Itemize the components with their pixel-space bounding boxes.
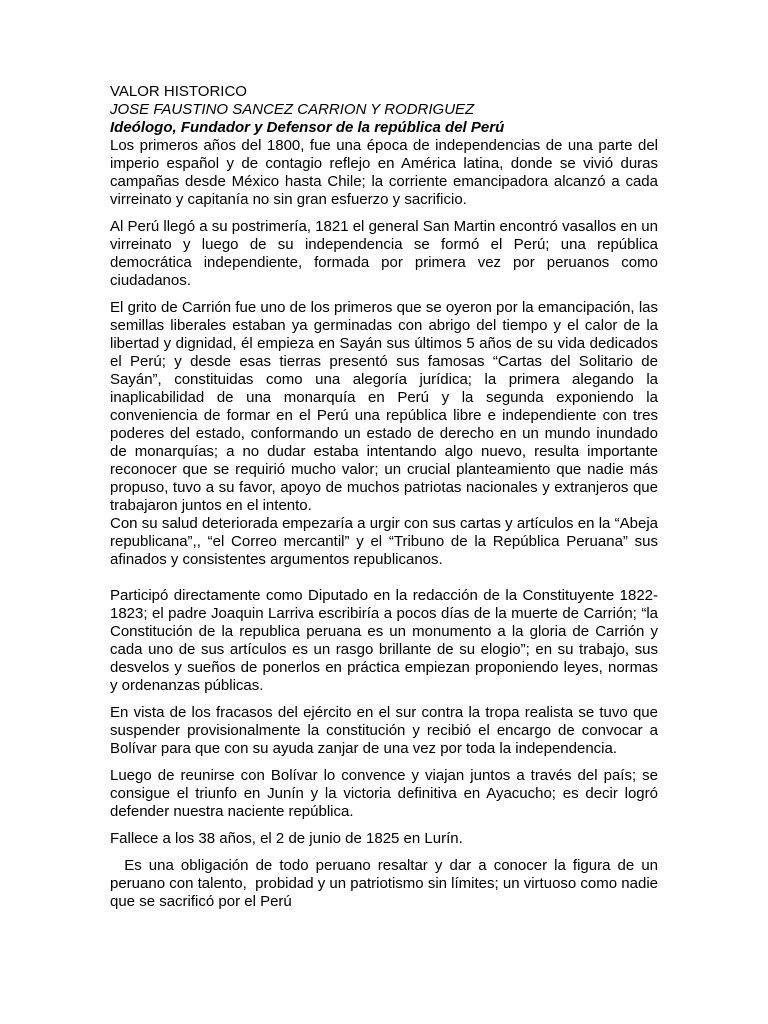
document-subtitle: Ideólogo, Fundador y Defensor de la república del Perú — [110, 119, 505, 136]
paragraph-2: Al Perú llegó a su postrimería, 1821 el general San Martin encontró vasallos en un virreinato y luego de su independencia se formó el Perú; una república democrática independiente, formada por primera vez por peruanos como ciudadanos. — [110, 218, 658, 289]
document-heading: VALOR HISTORICO — [110, 83, 247, 100]
paragraph-1: Los primeros años del 1800, fue una época de independencias de una parte del imperio español y de contagio reflejo en América latina, donde se vivió duras campañas desde México hasta Chile; la corriente emancipadora alcanzó a cada virreinato y capitanía no sin gran esfuerzo y sacrificio. — [110, 137, 658, 208]
paragraph-9: Es una obligación de todo peruano resaltar y dar a conocer la figura de un peruano con talento, probidad y un patriotismo sin límites; un virtuoso como nadie que se sacrificó por el Perú — [110, 857, 663, 910]
paragraph-6: En vista de los fracasos del ejército en el sur contra la tropa realista se tuvo que suspender provisionalmente la constitución y recibió el encargo de convocar a Bolívar para que con su ayuda zanjar de una vez por toda la independencia. — [110, 704, 658, 757]
paragraph-8: Fallece a los 38 años, el 2 de junio de 1825 en Lurín. — [110, 830, 463, 847]
paragraph-7: Luego de reunirse con Bolívar lo convence y viajan juntos a través del país; se consigue el triunfo en Junín y la victoria definitiva en Ayacucho; es decir logró defender nuestra naciente república. — [110, 767, 658, 820]
paragraph-5: Participó directamente como Diputado en la redacción de la Constituyente 1822-1823; el padre Joaquin Larriva escribiría a pocos días de la muerte de Carrión; “la Constitución de la republica peruana es un monumento a la gloria de Carrión y cada uno de sus artículos es un rasgo brillante de su elogio”; en su trabajo, sus desvelos y sueños de ponerlos en práctica empiezan proponiendo leyes, normas y ordenanzas públicas. — [110, 587, 658, 694]
paragraph-4: Con su salud deteriorada empezaría a urgir con sus cartas y artículos en la “Abeja republicana”,, “el Correo mercantil” y el “Tribuno de la República Peruana” sus afinados y consistentes argumentos republicanos. — [110, 515, 658, 568]
document-page — [110, 83, 663, 911]
paragraph-3: El grito de Carrión fue uno de los primeros que se oyeron por la emancipación, las semillas liberales estaban ya germinadas con abrigo del tiempo y el calor de la libertad y dignidad, él empieza en Sayán sus últimos 5 años de su vida dedicados el Perú; y desde esas tierras presentó sus famosas “Cartas del Solitario de Sayán”, constituidas como una alegoría jurídica; la primera alegando la inaplicabilidad de una monarquía en Perú y la segunda exponiendo la conveniencia de formar en el Perú una república libre e independiente con tres poderes del estado, conformando un estado de derecho en un mundo inundado de monarquías; a no dudar estaba intentando algo nuevo, resulta importante reconocer que se requirió mucho valor; un crucial planteamiento que nadie más propuso, tuvo a su favor, apoyo de muchos patriotas nacionales y extranjeros que trabajaron juntos en el intento. — [110, 299, 658, 514]
document-name: JOSE FAUSTINO SANCEZ CARRION Y RODRIGUEZ — [110, 101, 475, 118]
